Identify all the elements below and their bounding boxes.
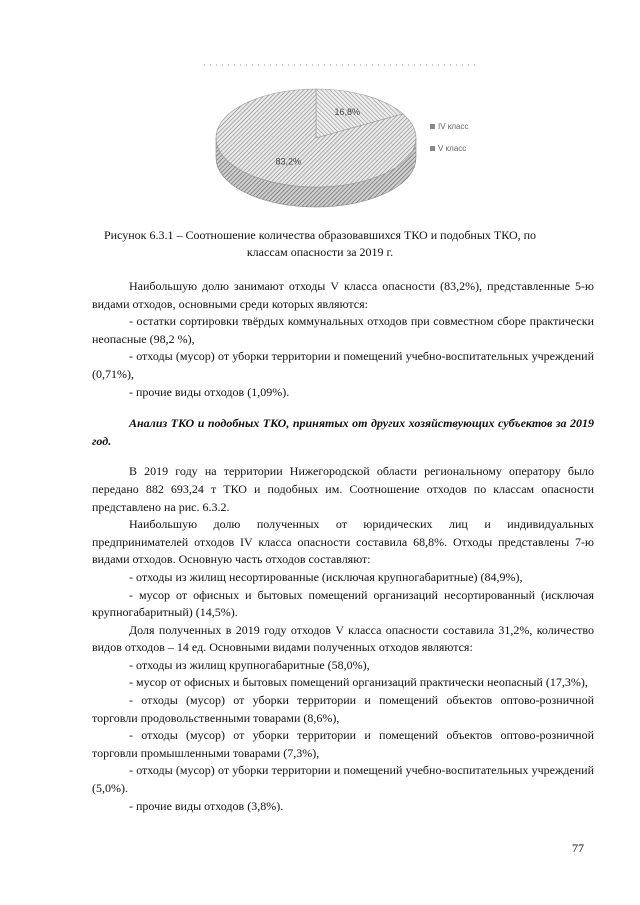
list-item: - мусор от офисных и бытовых помещений организаций практически неопасный (17,3%),: [129, 675, 588, 690]
list-item: - прочие виды отходов (1,09%).: [129, 384, 290, 399]
paragraph: В 2019 году на территории Нижегородской области региональному оператору было передано 882 693,24 т ТКО и подобных им. Соотношение отходов по классам опасности представлено на рис. 6.3.2.: [92, 464, 594, 514]
list-item: - остатки сортировки твёрдых коммунальных отходов при совместном сборе практически неопасные (98,2 %),: [92, 314, 594, 346]
list-item: - мусор от офисных и бытовых помещений организаций несортированный (исключая крупногабаритный) (14,5%).: [92, 587, 594, 620]
paragraph: Наибольшую долю занимают отходы V класса опасности (83,2%), представленные 5-ю видами отходов, основными среди которых являются:: [92, 279, 594, 311]
body-text: [92, 278, 594, 815]
list-item: - отходы (мусор) от уборки территории и помещений объектов оптово-розничной торговли продовольственными товарами (8,6%),: [92, 693, 594, 725]
legend-label: IV класс: [438, 122, 469, 131]
pie-data-label: 16,8%: [334, 106, 360, 117]
list-item: - отходы (мусор) от уборки территории и помещений учебно-воспитательных учреждений (5,0%).: [92, 763, 594, 796]
page-number: 77: [572, 841, 584, 855]
legend-label: V класс: [438, 144, 467, 153]
list-item: - отходы (мусор) от уборки территории и помещений объектов оптово-розничной торговли промышленными товарами (7,3%),: [92, 728, 594, 760]
legend-swatch: [430, 124, 435, 129]
list-item: - отходы из жилищ несортированные (исключая крупногабаритные) (84,9%),: [129, 569, 523, 584]
pie-chart-svg: [204, 62, 476, 220]
paragraph: Доля полученных в 2019 году отходов V класса опасности составила 31,2%, количество видов отходов – 14 ед. Основными видами полученных отходов являются:: [92, 622, 594, 655]
legend-swatch: [430, 146, 435, 151]
list-item: - отходы (мусор) от уборки территории и помещений учебно-воспитательных учреждений (0,71%),: [92, 349, 594, 381]
chart-legend: [430, 122, 469, 153]
section-heading: Анализ ТКО и подобных ТКО, принятых от других хозяйствующих субъектов за 2019 год.: [92, 416, 594, 448]
pie-chart: [204, 62, 476, 220]
figure-caption-line-2: классам опасности за 2019 г.: [246, 245, 394, 259]
pie-slices: [216, 89, 416, 207]
list-item: - прочие виды отходов (3,8%).: [129, 798, 284, 813]
paragraph: Наибольшую долю полученных от юридических лиц и индивидуальных предпринимателей отходов IV класса опасности составила 68,8%. Отходы представлены 7-ю видами отходов. Основную часть отходов составляют:: [92, 517, 594, 567]
figure-caption: [92, 227, 548, 261]
list-item: - отходы из жилищ крупногабаритные (58,0%),: [129, 657, 370, 672]
figure-caption-line-1: Рисунок 6.3.1 – Соотношение количества образовавшихся ТКО и подобных ТКО, по: [103, 228, 537, 242]
pie-data-label: 83,2%: [275, 156, 302, 167]
